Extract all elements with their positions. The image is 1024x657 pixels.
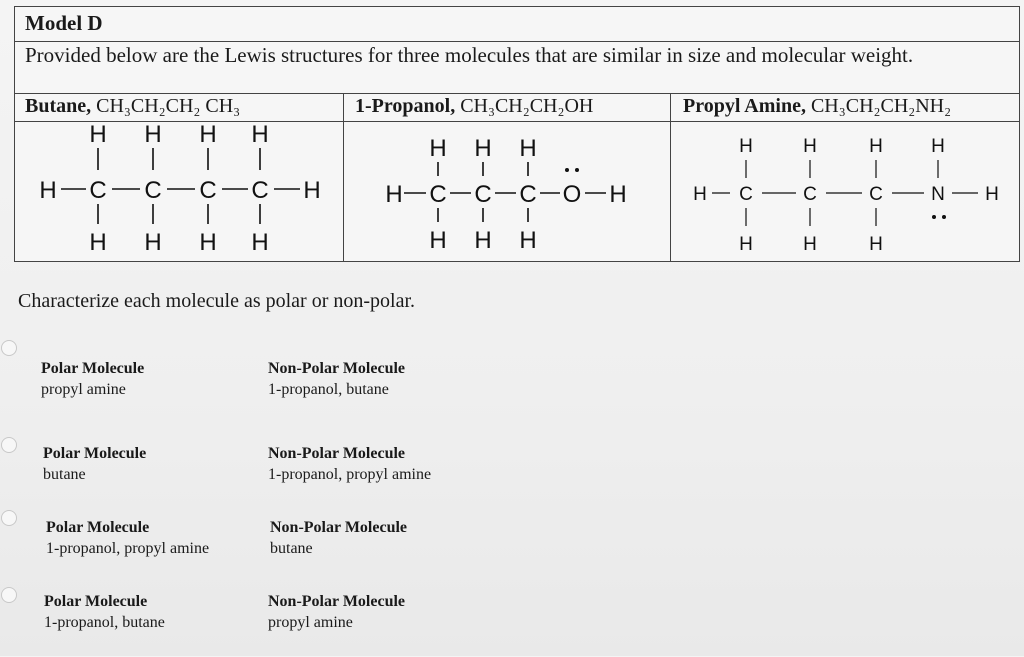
- atom-label: H: [199, 121, 217, 148]
- atom-label: H: [803, 136, 817, 157]
- atom-label: H: [429, 227, 447, 254]
- atom-label: H: [89, 229, 107, 256]
- polar-label: Polar Molecule: [43, 445, 147, 462]
- divider: [15, 41, 1019, 42]
- column-header-propanol: [355, 95, 593, 118]
- atom-label: C: [474, 181, 492, 208]
- atom-label: H: [251, 121, 269, 148]
- answer-option-2[interactable]: [0, 437, 1024, 509]
- atom-label: H: [144, 121, 162, 148]
- polar-value: butane: [43, 466, 86, 483]
- atom-label: H: [474, 227, 492, 254]
- column-header-propyl-amine: [683, 95, 951, 118]
- atom-label: C: [429, 181, 447, 208]
- atom-label: H: [89, 121, 107, 148]
- polar-label: Polar Molecule: [41, 360, 145, 377]
- atom-label: H: [869, 136, 883, 157]
- atom-label: C: [89, 177, 107, 204]
- polar-value: 1-propanol, butane: [44, 614, 165, 631]
- nonpolar-label: Non-Polar Molecule: [268, 593, 406, 610]
- answer-option-1[interactable]: [0, 340, 1024, 412]
- column-header-butane: [25, 95, 240, 118]
- atom-label: H: [931, 136, 945, 157]
- propanol-lewis-structure: [380, 130, 640, 255]
- atom-label: H: [199, 229, 217, 256]
- radio-button[interactable]: [1, 510, 17, 526]
- atom-label: C: [869, 184, 883, 205]
- atom-label: C: [739, 184, 753, 205]
- nonpolar-value: 1-propanol, butane: [268, 381, 389, 398]
- nonpolar-value: 1-propanol, propyl amine: [268, 466, 432, 483]
- divider: [15, 93, 1019, 94]
- question-prompt: Characterize each molecule as polar or non-polar.: [18, 290, 416, 312]
- atom-label: H: [519, 135, 537, 162]
- divider: [670, 93, 671, 261]
- column-formula: CH₃CH₂CH₂OH: [460, 95, 594, 117]
- radio-button[interactable]: [1, 587, 17, 603]
- column-formula: CH₃CH₂CH₂NH₂: [810, 95, 952, 117]
- column-name: 1-Propanol,: [355, 95, 456, 117]
- atom-label: H: [303, 177, 321, 204]
- atom-label: H: [144, 229, 162, 256]
- polar-label: Polar Molecule: [44, 593, 148, 610]
- polar-value: propyl amine: [41, 381, 126, 398]
- column-formula: CH₃CH₂CH₂ CH₃: [96, 95, 241, 117]
- nonpolar-label: Non-Polar Molecule: [270, 519, 408, 536]
- radio-button[interactable]: [1, 340, 17, 356]
- atom-label: H: [251, 229, 269, 256]
- atom-label: H: [869, 234, 883, 255]
- atom-label: H: [429, 135, 447, 162]
- model-title: Model D: [25, 11, 103, 35]
- atom-label: C: [251, 177, 269, 204]
- atom-label: C: [144, 177, 162, 204]
- atom-label: H: [474, 135, 492, 162]
- answer-option-3[interactable]: [0, 510, 1024, 582]
- atom-label: C: [803, 184, 817, 205]
- atom-label: H: [739, 234, 753, 255]
- atom-label: H: [519, 227, 537, 254]
- atom-label: H: [803, 234, 817, 255]
- atom-label: O: [562, 181, 582, 208]
- column-name: Propyl Amine,: [683, 95, 806, 117]
- nonpolar-label: Non-Polar Molecule: [268, 445, 406, 462]
- atom-label: H: [985, 184, 999, 205]
- nonpolar-value: propyl amine: [268, 614, 353, 631]
- butane-lewis-structure: [30, 118, 330, 258]
- column-name: Butane,: [25, 95, 92, 117]
- atom-label: H: [609, 181, 627, 208]
- atom-label: H: [39, 177, 57, 204]
- divider: [343, 93, 344, 261]
- atom-label: H: [739, 136, 753, 157]
- polar-value: 1-propanol, propyl amine: [46, 540, 210, 557]
- answer-option-4[interactable]: [0, 585, 1024, 657]
- model-description: Provided below are the Lewis structures for three molecules that are similar in size and molecular weight.: [25, 43, 914, 67]
- radio-button[interactable]: [1, 437, 17, 453]
- atom-label: C: [519, 181, 537, 208]
- atom-label: H: [693, 184, 707, 205]
- nonpolar-label: Non-Polar Molecule: [268, 360, 406, 377]
- atom-label: C: [199, 177, 217, 204]
- propyl-amine-lewis-structure: [690, 130, 1010, 255]
- atom-label: H: [385, 181, 403, 208]
- atom-label: N: [931, 184, 945, 205]
- polar-label: Polar Molecule: [46, 519, 150, 536]
- nonpolar-value: butane: [270, 540, 313, 557]
